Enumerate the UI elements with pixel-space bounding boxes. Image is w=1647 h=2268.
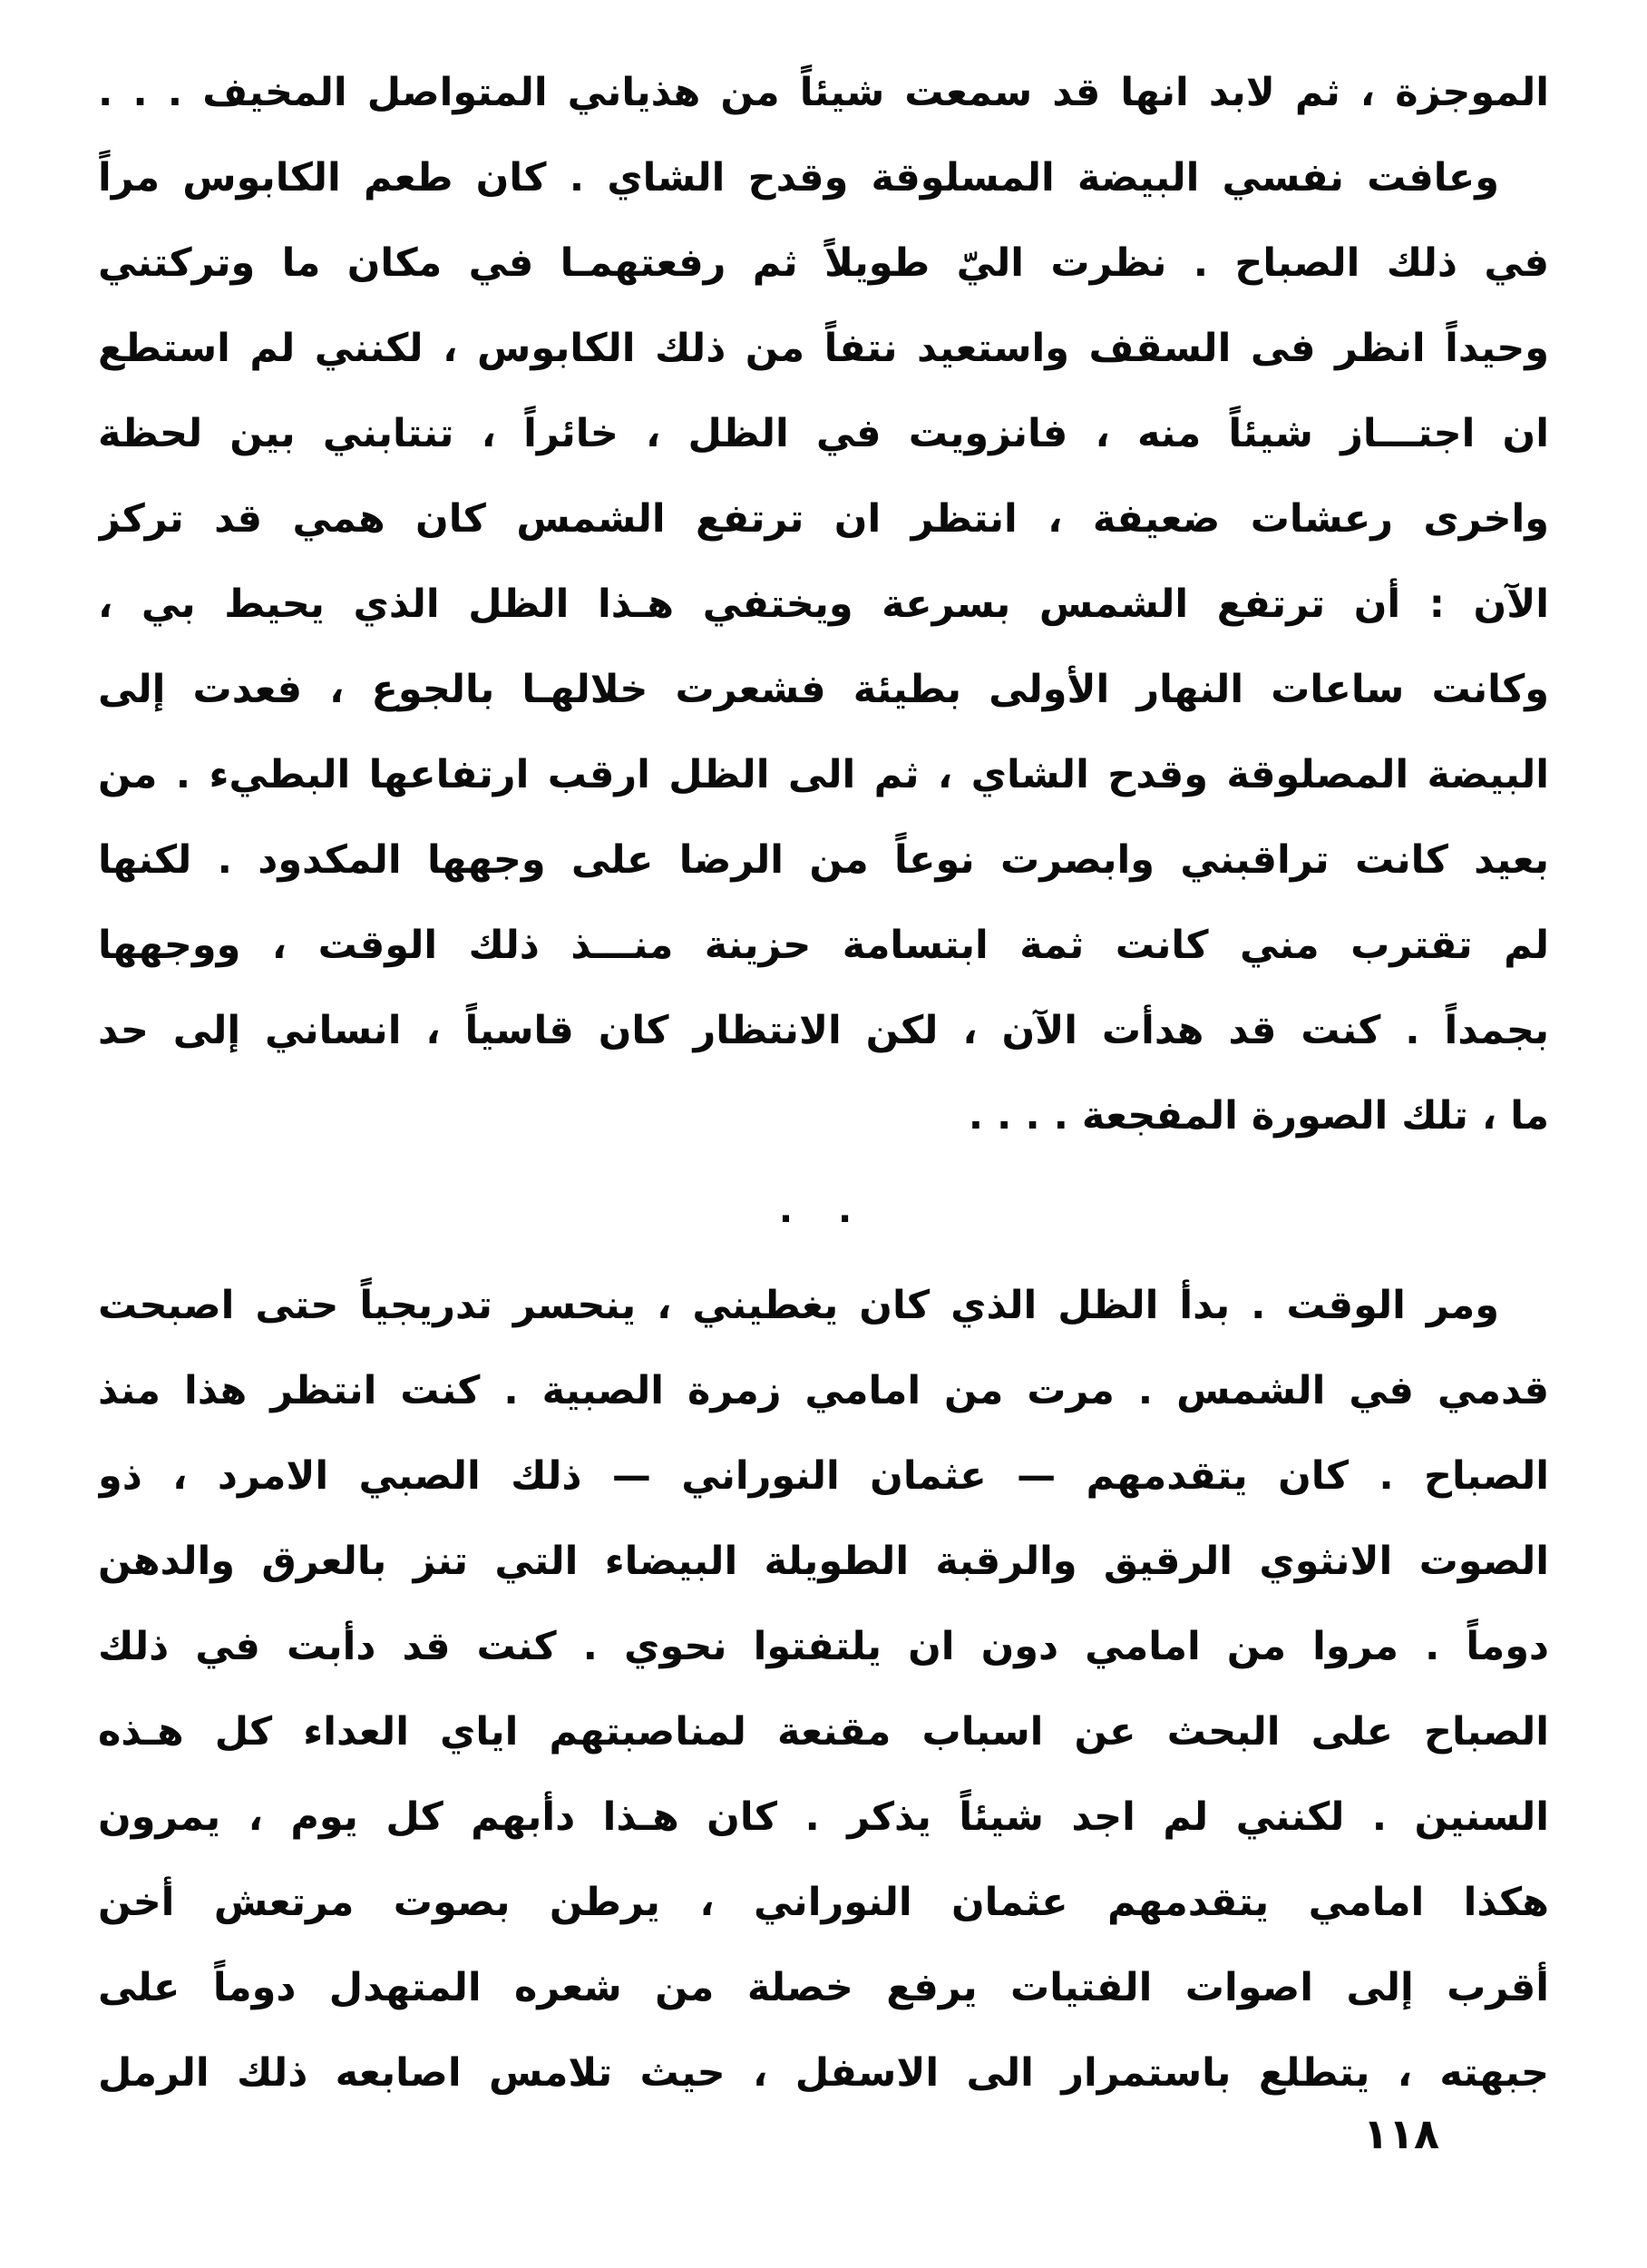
- text-line: واخرى رعشات ضعيفة ، انتظر ان ترتفع الشمس كان همي قد تركز: [98, 496, 1549, 542]
- text-line: الآن : أن ترتفع الشمس بسرعة ويختفي هـذا الظل الذي يحيط بي ،: [98, 582, 1549, 627]
- text-line: ومر الوقت . بدأ الظل الذي كان يغطيني ، ينحسر تدريجياً حتى اصبحت: [98, 1283, 1499, 1328]
- text-line: أقرب إلى اصوات الفتيات يرفع خصلة من شعره المتهدل دوماً على: [98, 1965, 1549, 2010]
- text-line: ان اجتـــاز شيئاً منه ، فانزويت في الظل ، خائراً ، تنتابني بين لحظة: [98, 411, 1549, 456]
- paragraph: [98, 1263, 1549, 2116]
- page-number: ١١٨: [1362, 2109, 1440, 2158]
- text-line: بعيد كانت تراقبني وابصرت نوعاً من الرضا على وجهها المكدود . لكنها: [98, 837, 1549, 883]
- paragraph: [98, 50, 1549, 1158]
- section-divider: . .: [778, 1189, 869, 1231]
- text-line: البيضة المصلوقة وقدح الشاي ، ثم الى الظل ارقب ارتفاعها البطيء . من: [98, 752, 1549, 797]
- text-line: هكذا امامي يتقدمهم عثمان النوراني ، يرطن بصوت مرتعش أخن: [98, 1880, 1549, 1925]
- text-line: في ذلك الصباح . نظرت اليّ طويلاً ثم رفعتهمـا في مكان ما وتركتني: [98, 240, 1549, 286]
- text-line: لم تقترب مني كانت ثمة ابتسامة حزينة منـــذ ذلك الوقت ، ووجهها: [98, 923, 1549, 968]
- text-line: وكانت ساعات النهار الأولى بطيئة فشعرت خلالهـا بالجوع ، فعدت إلى: [98, 667, 1549, 712]
- text-line: قدمي في الشمس . مرت من امامي زمرة الصبية . كنت انتظر هذا منذ: [98, 1368, 1549, 1413]
- text-line: بجمداً . كنت قد هدأت الآن ، لكن الانتظار كان قاسياً ، انساني إلى حد: [98, 1008, 1549, 1053]
- text-line: الصباح . كان يتقدمهم — عثمان النوراني — ذلك الصبي الامرد ، ذو: [98, 1453, 1549, 1499]
- body-text: [98, 50, 1549, 2116]
- text-line: الصباح على البحث عن اسباب مقنعة لمناصبتهم اياي العداء كل هـذه: [98, 1709, 1549, 1755]
- text-line: جبهته ، يتطلع باستمرار الى الاسفل ، حيث تلامس اصابعه ذلك الرمل: [98, 2050, 1549, 2096]
- text-line: وعافت نفسي البيضة المسلوقة وقدح الشاي . كان طعم الكابوس مراً: [98, 155, 1499, 200]
- text-line: السنين . لكنني لم اجد شيئاً يذكر . كان هـذا دأبهم كل يوم ، يمرون: [98, 1794, 1549, 1840]
- text-line: دوماً . مروا من امامي دون ان يلتفتوا نحوي . كنت قد دأبت في ذلك: [98, 1624, 1549, 1669]
- text-line: الموجزة ، ثم لابد انها قد سمعت شيئاً من هذياني المتواصل المخيف . . .: [98, 70, 1549, 115]
- text-line: وحيداً انظر فى السقف واستعيد نتفاً من ذلك الكابوس ، لكنني لم استطع: [98, 326, 1549, 371]
- text-line: ما ، تلك الصورة المفجعة . . . .: [968, 1093, 1549, 1139]
- text-line: الصوت الانثوي الرقيق والرقبة الطويلة البيضاء التي تنز بالعرق والدهن: [98, 1539, 1549, 1584]
